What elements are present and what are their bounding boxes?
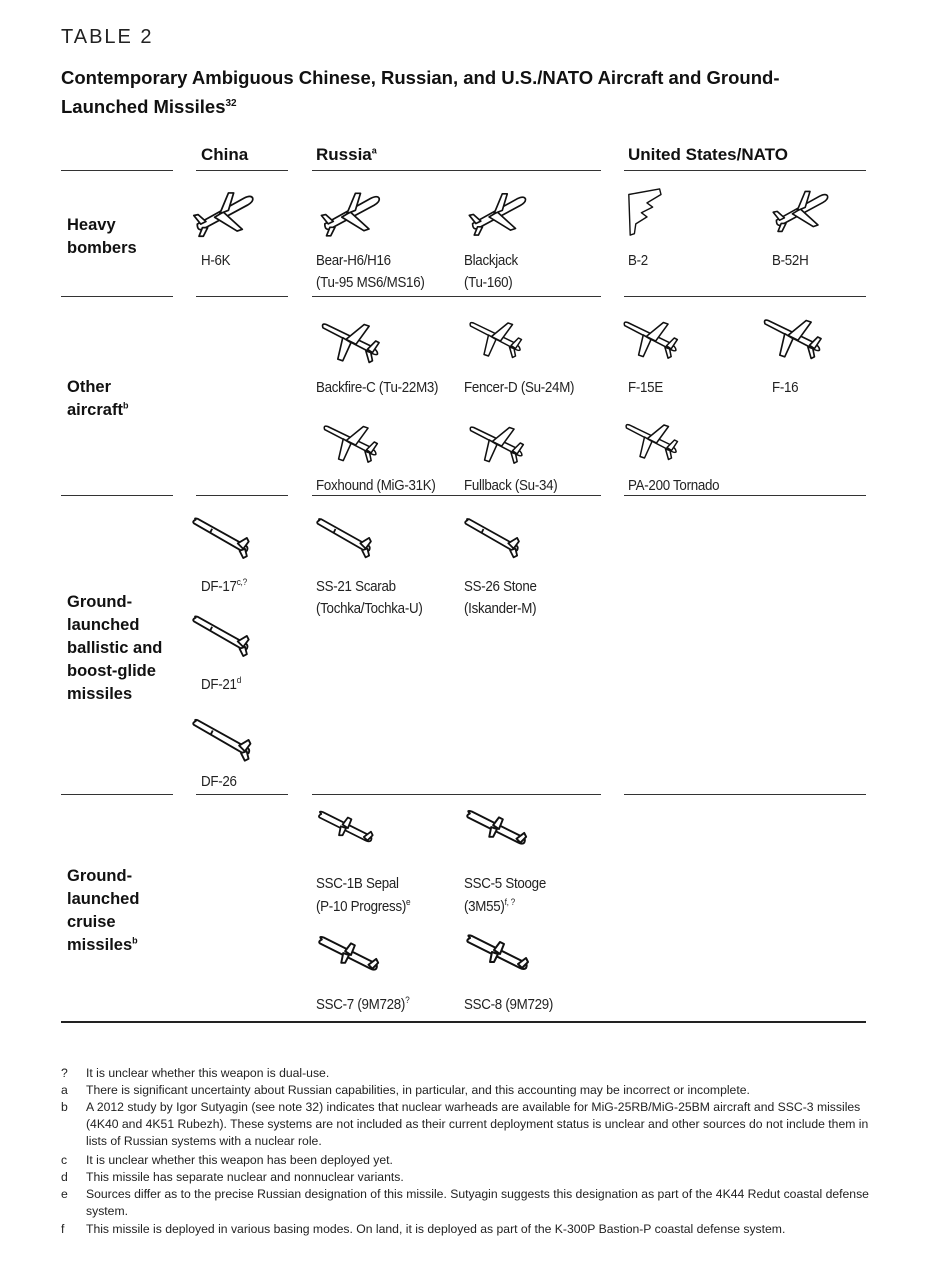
blackjack-label-line1: Blackjack (464, 253, 518, 269)
table-title-text: Contemporary Ambiguous Chinese, Russian, and U.S./NATO Aircraft and Ground-Launched Missiles (61, 67, 780, 117)
ssc8-cruise-icon (464, 930, 534, 980)
table-title (61, 63, 861, 121)
f16-label: F-16 (772, 380, 799, 396)
title-note: 32 (225, 97, 237, 109)
df17-missile-icon (192, 514, 256, 560)
f16-aircraft-icon (760, 310, 826, 364)
rule-r2-row (61, 495, 173, 496)
row-other-aircraft (67, 376, 177, 422)
b52h-label: B-52H (772, 253, 809, 269)
rule-head-row (61, 170, 173, 171)
df26-missile-icon (192, 716, 258, 762)
b2-flyingwing-icon (626, 178, 682, 246)
row-cruise-note: b (132, 935, 138, 946)
bear-bomber-icon (318, 182, 386, 242)
ss26-label-line1: SS-26 Stone (464, 579, 537, 595)
col-usnato: United States/NATO (628, 145, 788, 164)
rule-head-russia (312, 170, 601, 171)
ssc5-label-line2-text: (3M55) (464, 899, 505, 915)
ssc1b-label-line1: SSC-1B Sepal (316, 876, 399, 892)
blackjack-bomber-icon (466, 184, 532, 240)
bear-label-line1: Bear-H6/H16 (316, 253, 391, 269)
fullback-aircraft-icon (466, 416, 528, 470)
f15e-label: F-15E (628, 380, 663, 396)
col-china: China (201, 145, 249, 164)
foxhound-label: Foxhound (MiG-31K) (316, 478, 436, 494)
table-label: TABLE 2 (61, 26, 154, 48)
tornado-aircraft-icon (622, 414, 682, 466)
rule-head-us (624, 170, 866, 171)
ssc1b-label-line2-text: (P-10 Progress) (316, 899, 407, 915)
rule-r1-china (196, 296, 288, 297)
ss21-label-line2: (Tochka/Tochka-U) (316, 601, 423, 617)
footnote-mark: d (61, 1170, 68, 1184)
b2-label: B-2 (628, 253, 648, 269)
ssc7-note: ? (405, 995, 410, 1006)
backfire-label: Backfire-C (Tu-22M3) (316, 380, 439, 396)
ssc5-note: f, ? (504, 897, 516, 908)
footnote-text: It is unclear whether this weapon is dual-use. (86, 1066, 330, 1080)
ssc5-cruise-icon (464, 806, 532, 854)
col-russia-note: a (371, 145, 377, 156)
ssc5-label-line2 (464, 896, 515, 918)
rule-r3-russia (312, 794, 601, 795)
footnote-text: This missile is deployed in various basing modes. On land, it is deployed as part of the K-300P Bastion-P coastal defense system. (86, 1222, 786, 1236)
tornado-label: PA-200 Tornado (628, 478, 720, 494)
ssc7-cruise-icon (316, 932, 384, 980)
fencer-aircraft-icon (466, 314, 526, 362)
fullback-label: Fullback (Su-34) (464, 478, 558, 494)
row-cruise-label: Ground-launched cruise missiles (67, 867, 140, 954)
ssc5-label-line1: SSC-5 Stooge (464, 876, 546, 892)
df17-label (201, 576, 247, 598)
ssc1b-label-line2 (316, 896, 410, 918)
ssc7-label (316, 994, 409, 1016)
footnote-text: A 2012 study by Igor Sutyagin (see note 32) indicates that nuclear warheads are available for MiG-25RB/MiG-25BM aircraft and SSC-3 missiles (4K40 and 4K51 Rubezh). These systems are not included as their current deployment status is unclear and other sources do not include them in lists of Russian systems with a nuclear role. (86, 1100, 869, 1148)
ss21-missile-icon (316, 514, 378, 560)
bear-label-line2: (Tu-95 MS6/MS16) (316, 275, 425, 291)
col-russia-label: Russia (316, 145, 372, 164)
ssc1b-note: e (406, 897, 411, 908)
backfire-aircraft-icon (318, 316, 384, 366)
footnote-text: Sources differ as to the precise Russian designation of this missile. Sutyagin suggests this designation as part of the 4K44 Redut coastal defense system. (86, 1187, 869, 1218)
blackjack-label-line2: (Tu-160) (464, 275, 513, 291)
rule-r2-china (196, 495, 288, 496)
rule-bottom (61, 1021, 866, 1023)
footnote-mark: b (61, 1100, 68, 1114)
df26-label: DF-26 (201, 774, 237, 790)
footnote-text: There is significant uncertainty about Russian capabilities, in particular, and this accounting may be incorrect or incomplete. (86, 1083, 750, 1097)
footnote-mark: f (61, 1222, 65, 1236)
rule-r3-china (196, 794, 288, 795)
rule-r3-us (624, 794, 866, 795)
f15e-aircraft-icon (620, 312, 682, 364)
ss26-missile-icon (464, 514, 526, 560)
df21-label-text: DF-21 (201, 677, 237, 693)
rule-r3-row (61, 794, 173, 795)
df17-note: c,? (236, 577, 247, 588)
foxhound-aircraft-icon (320, 416, 382, 468)
h6k-label: H-6K (201, 253, 231, 269)
footnote-mark: e (61, 1187, 68, 1201)
rule-head-china (196, 170, 288, 171)
ssc7-label-text: SSC-7 (9M728) (316, 997, 406, 1013)
ss21-label-line1: SS-21 Scarab (316, 579, 396, 595)
footnote-mark: ? (61, 1066, 68, 1080)
df21-note: d (236, 675, 242, 686)
ssc8-label: SSC-8 (9M729) (464, 997, 554, 1013)
row-ballistic: Ground-launched ballistic and boost-glide missiles (67, 593, 163, 703)
footnote-text: This missile has separate nuclear and nonnuclear variants. (86, 1170, 404, 1184)
row-other-aircraft-label: Other aircraft (67, 378, 123, 419)
rule-r1-russia (312, 296, 601, 297)
rule-r1-us (624, 296, 866, 297)
footnote-mark: c (61, 1153, 68, 1167)
row-cruise (67, 865, 177, 957)
col-russia (316, 145, 377, 165)
rule-r1-row (61, 296, 173, 297)
df21-label (201, 674, 241, 696)
df17-label-text: DF-17 (201, 579, 237, 595)
b52h-bomber-icon (770, 180, 834, 238)
footnote-mark: a (61, 1083, 68, 1097)
footnote-text: It is unclear whether this weapon has been deployed yet. (86, 1153, 393, 1167)
fencer-label: Fencer-D (Su-24M) (464, 380, 575, 396)
h6k-bomber-icon (190, 186, 260, 238)
ssc1b-cruise-icon (316, 806, 378, 852)
ss26-label-line2: (Iskander-M) (464, 601, 537, 617)
row-other-aircraft-note: b (122, 400, 129, 411)
df21-missile-icon (192, 612, 256, 658)
row-heavy-bombers: Heavy bombers (67, 216, 137, 257)
